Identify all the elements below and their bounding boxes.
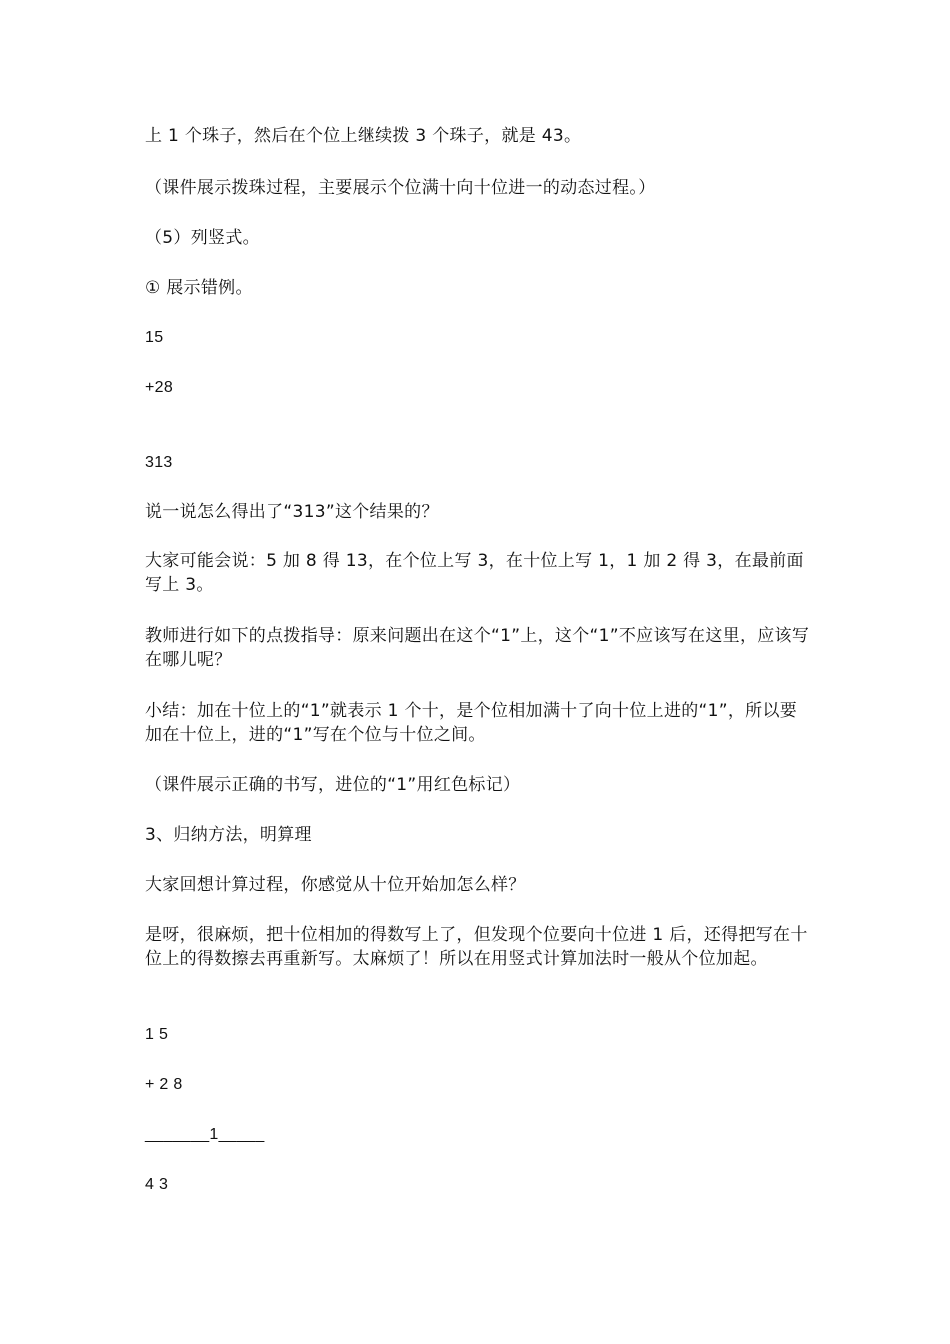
paragraph-students-answer: 大家可能会说：5 加 8 得 13，在个位上写 3，在十位上写 1，1 加 2 得 3，在最前面写上 3。 <box>145 551 804 595</box>
paragraph-explain-question: 说一说怎么得出了“313”这个结果的？ <box>145 502 439 522</box>
wrong-example-result: 313 <box>145 454 173 471</box>
paragraph-teacher-guidance: 教师进行如下的点拨指导：原来问题出在这个“1”上，这个“1”不应该写在这里，应该写在哪儿呢？ <box>145 626 810 670</box>
paragraph-courseware-correct: （课件展示正确的书写，进位的“1”用红色标记） <box>145 775 521 795</box>
paragraph-recall-question: 大家回想计算过程，你感觉从十位开始加怎么样？ <box>145 875 526 895</box>
paragraph-show-wrong-example: ① 展示错例。 <box>145 278 253 298</box>
correct-example-carry-line: _______1_____ <box>145 1126 265 1143</box>
paragraph-courseware-bead: （课件展示拨珠过程，主要展示个位满十向十位进一的动态过程。） <box>145 178 656 198</box>
correct-example-result: 4 3 <box>145 1176 169 1193</box>
paragraph-summary: 小结：加在十位上的“1”就表示 1 个十，是个位相加满十了向十位上进的“1”，所以要加在十位上，进的“1”写在个位与十位之间。 <box>145 701 798 745</box>
correct-example-top-number: 1 5 <box>145 1026 169 1043</box>
correct-example-addend: + 2 8 <box>145 1076 183 1093</box>
wrong-example-addend: +28 <box>145 379 174 396</box>
section-heading-method: 3、归纳方法，明算理 <box>145 825 312 845</box>
paragraph-vertical-form-heading: （5）列竖式。 <box>145 228 260 248</box>
paragraph-bead-step: 上 1 个珠子，然后在个位上继续拨 3 个珠子，就是 43。 <box>145 126 582 146</box>
wrong-example-top-number: 15 <box>145 329 164 346</box>
paragraph-conclusion: 是呀，很麻烦，把十位相加的得数写上了，但发现个位要向十位进 1 后，还得把写在十位上的得数擦去再重新写。太麻烦了！所以在用竖式计算加法时一般从个位加起。 <box>145 925 808 969</box>
